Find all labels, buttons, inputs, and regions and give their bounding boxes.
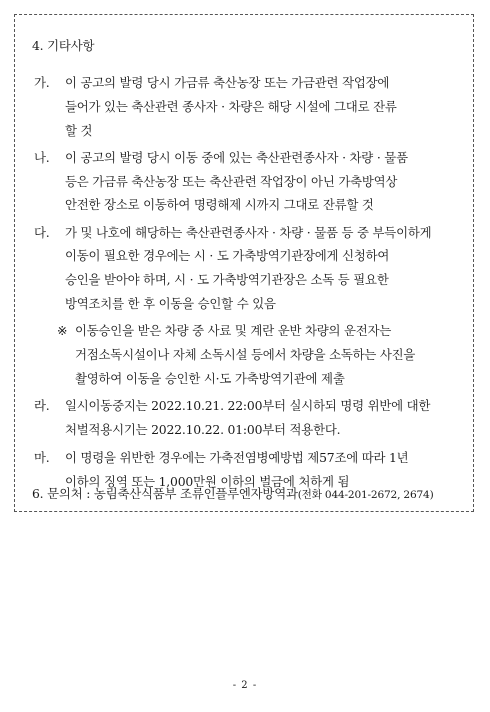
note-text-line: 촬영하여 이동을 승인한 시·도 가축방역기관에 제출 [75, 371, 345, 386]
contact-phone: (전화 044-201-2672, 2674) [297, 489, 434, 501]
note-text-line: 이동승인을 받은 차량 중 사료 및 계란 운반 차량의 운전자는 [75, 323, 392, 338]
item-text-line: 이동이 필요한 경우에는 시 · 도 가축방역기관장에게 신청하여 [65, 248, 390, 263]
item-text-line: 이 공고의 발령 당시 가금류 축산농장 또는 가금관련 작업장에 [65, 75, 390, 90]
item-marker: 마. [34, 450, 50, 465]
item-text-line: 등은 가금류 축산농장 또는 축산관련 작업장이 아닌 가축방역상 [65, 174, 398, 189]
item-marker: 가. [34, 75, 50, 90]
contact-line [32, 486, 434, 503]
item-text-line: 가 및 나호에 해당하는 축산관련종사자 · 차량 · 물품 등 중 부득이하게 [65, 225, 432, 240]
item-text-line: 이 명령을 위반한 경우에는 가축전염병예방법 제57조에 따라 1년 [65, 450, 409, 465]
page-number: - 2 - [232, 680, 258, 691]
item-text-line: 방역조치를 한 후 이동을 승인할 수 있음 [65, 296, 276, 311]
item-text-line: 안전한 장소로 이동하여 명령해제 시까지 그대로 잔류할 것 [65, 197, 374, 212]
item-marker: 나. [34, 150, 50, 165]
contact-heading: 6. 문의처 : 농림축산식품부 조류인플루엔자방역과 [32, 486, 298, 501]
item-text-line: 들어가 있는 축산관련 종사자 · 차량은 해당 시설에 그대로 잔류 [65, 99, 397, 114]
item-marker: 다. [34, 225, 50, 240]
note-marker: ※ [57, 323, 68, 338]
item-text-line: 승인을 받아야 하며, 시 · 도 가축방역기관장은 소독 등 필요한 [65, 272, 389, 287]
item-text-line: 일시이동중지는 2022.10.21. 22:00부터 실시하되 명령 위반에 대한 [65, 398, 431, 413]
item-text-line: 이 공고의 발령 당시 이동 중에 있는 축산관련종사자 · 차량 · 물품 [65, 150, 408, 165]
item-text-line: 처벌적용시기는 2022.10.22. 01:00부터 적용한다. [65, 422, 341, 437]
item-marker: 라. [34, 398, 50, 413]
item-text-line: 이하의 징역 또는 1,000만원 이하의 벌금에 처하게 됨 [65, 474, 350, 489]
item-text-line: 할 것 [65, 123, 93, 138]
note-text-line: 거점소독시설이나 자체 소독시설 등에서 차량을 소독하는 사진을 [75, 347, 416, 362]
section-heading: 4. 기타사항 [32, 38, 95, 53]
